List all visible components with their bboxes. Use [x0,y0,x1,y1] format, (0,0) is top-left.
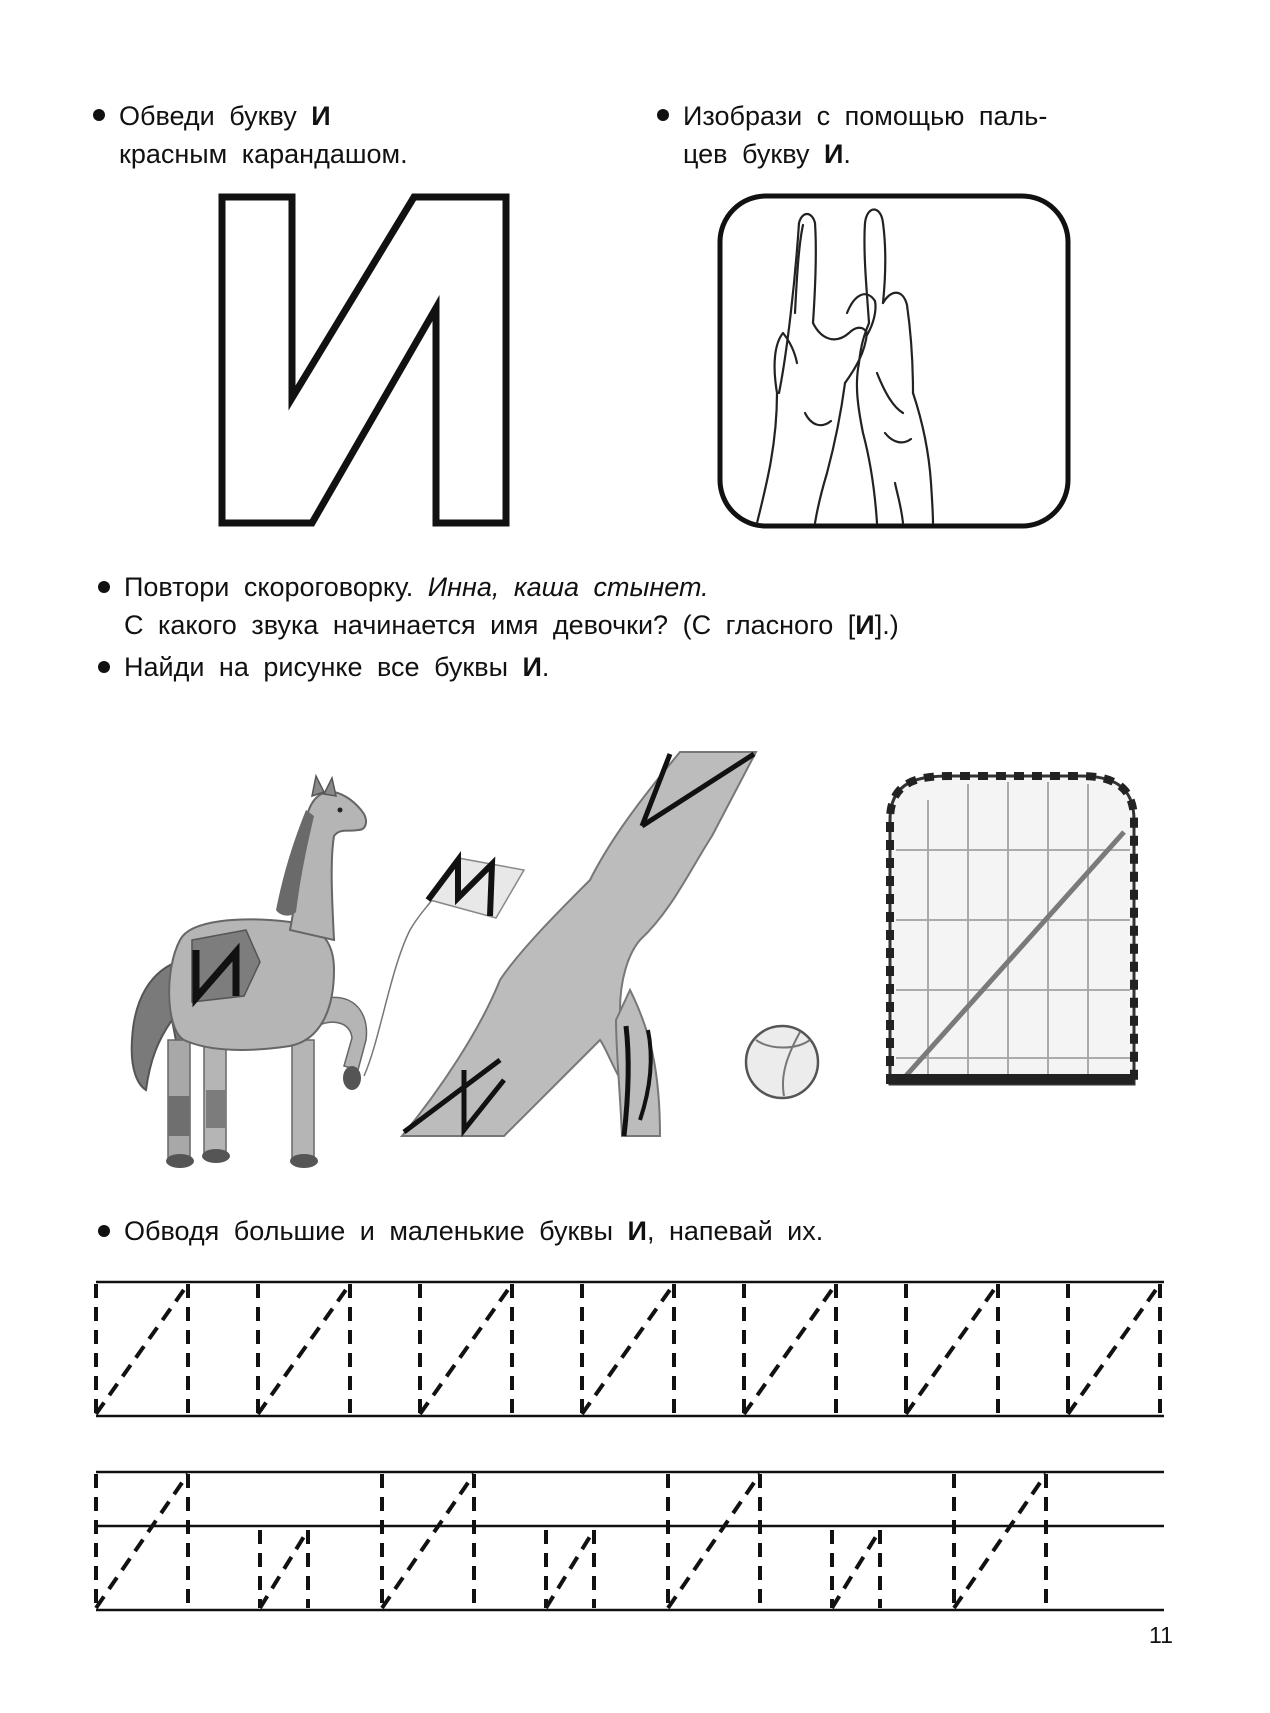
bullet-task3 [98,581,110,593]
dashed-capital-letter [1068,1284,1160,1414]
outline-letter-i [218,193,510,527]
task4-line [124,649,549,686]
dashed-capital-letter [420,1284,512,1414]
task5-text: Обводя большие и маленькие буквы [124,1216,614,1246]
dashed-small-letter [832,1530,880,1608]
task5-suffix: , напевай их. [646,1216,824,1246]
task4-suffix: . [541,652,550,682]
dashed-capital-letter [744,1284,836,1414]
task1-line2: красным карандашом. [119,139,408,169]
task1-text: Обведи букву [119,101,297,131]
dashed-capital-letter [954,1474,1046,1608]
tree-illustration [402,752,756,1136]
task2-letter: И [823,139,844,169]
tracing-row-capitals [90,1270,1170,1420]
dashed-capital-letter [906,1284,998,1414]
task4-letter: И [522,652,542,682]
dashed-small-letter [260,1530,308,1608]
find-letters-scene [120,740,1170,1190]
dashed-capital-letter [582,1284,674,1414]
task3-question-end: ].) [874,610,899,640]
task2-suffix: . [843,139,851,169]
page-number: 11 [1149,1622,1173,1648]
task1-line1 [119,98,331,135]
task2-line1: Изобрази с помощью паль- [683,101,1048,131]
dashed-small-letter [546,1530,594,1608]
dashed-capital-letter [258,1284,350,1414]
dashed-capital-letter [382,1474,474,1608]
dashed-capital-letter [96,1474,188,1608]
task1-letter: И [311,101,331,131]
dashed-capital-letter [96,1284,188,1414]
task3-line2 [124,607,899,644]
tracing-row-mixed [90,1460,1170,1620]
task3-line1 [124,569,709,606]
task3-instruction: Повтори скороговорку. [124,572,414,602]
bullet-task2 [657,109,669,121]
bullet-task4 [98,661,110,673]
dashed-capital-letter [668,1474,760,1608]
task3-question: С какого звука начинается имя девочки? (С гласного [ [124,610,856,640]
task5-letter: И [627,1216,647,1246]
task4-text: Найди на рисунке все буквы [124,652,508,682]
goal-illustration [890,776,1134,1084]
hands-letter-picture [717,193,1071,529]
task5-line [124,1213,823,1250]
bullet-task5 [98,1225,110,1237]
horse-illustration [132,776,367,1168]
ball-illustration [746,1026,818,1098]
task3-letter: И [855,610,875,640]
task2-line2 [683,136,851,173]
bullet-task1 [93,109,105,121]
task3-tongue-twister: Инна, каша стынет. [427,572,709,602]
task2-text: цев букву [683,139,810,169]
